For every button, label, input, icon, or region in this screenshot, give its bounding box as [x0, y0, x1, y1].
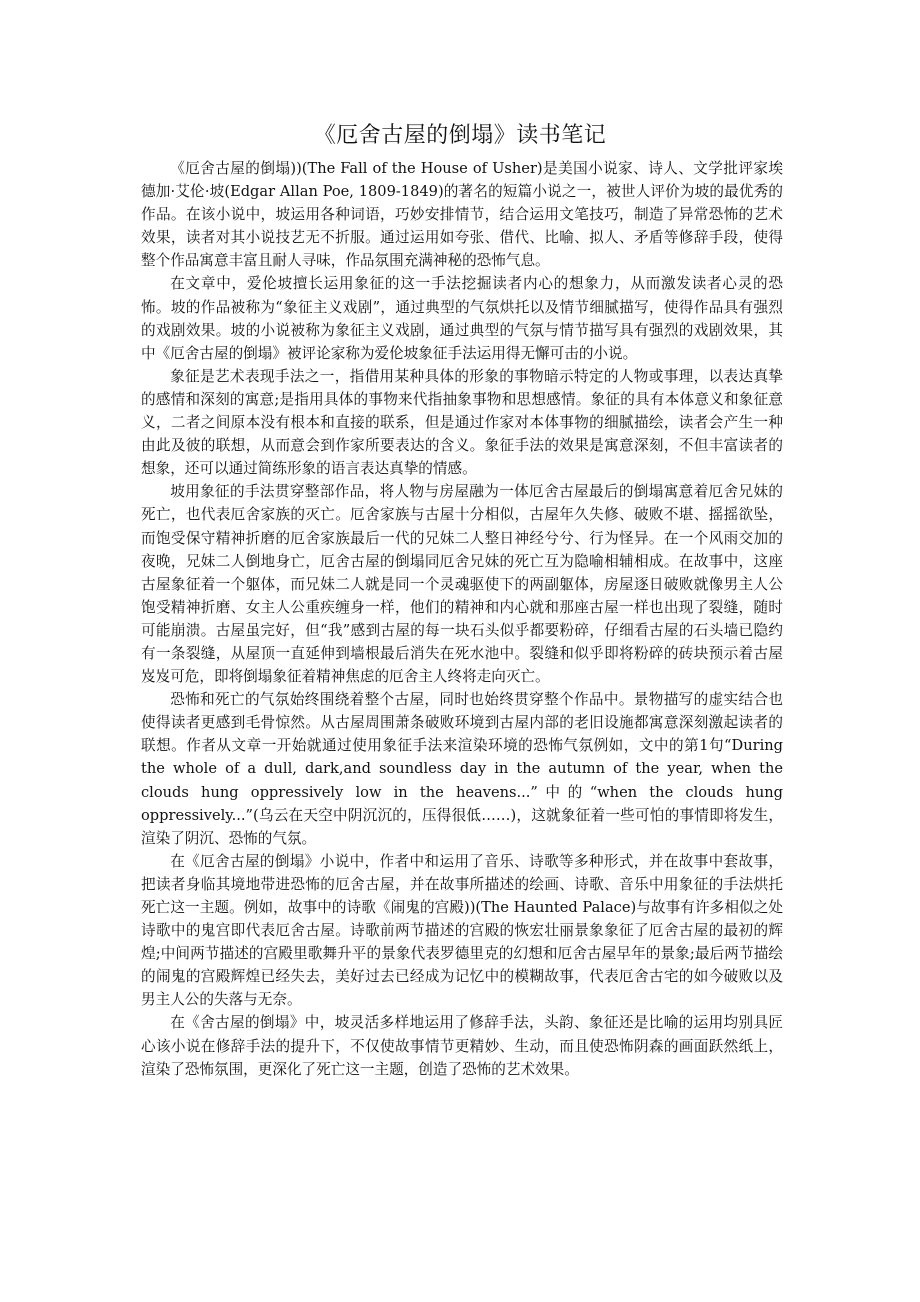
paragraph-haunted-palace: 在《厄舍古屋的倒塌》小说中，作者中和运用了音乐、诗歌等多种形式，并在故事中套故事，把读者身临其境地带进恐怖的厄舍古屋，并在故事所描述的绘画、诗歌、音乐中用象征的手法烘托死亡这一主题。例如，故事中的诗歌《闹鬼的宫殿))(The Haunted Palace)与故事有许多相似之处诗歌中的鬼宫即代表厄舍古屋。诗歌前两节描述的宫殿的恢宏壮丽景象象征了厄舍古屋的最初的辉煌;中间两节描述的宫殿里歌舞升平的景象代表罗德里克的幻想和厄舍古屋早年的景象;最后两节描绘的闹鬼的宫殿辉煌已经失去，美好过去已经成为记忆中的模糊故事，代表厄舍古宅的如今破败以及男主人公的失落与无奈。 — [141, 852, 783, 1009]
paragraph-atmosphere: 恐怖和死亡的气氛始终围绕着整个古屋，同时也始终贯穿整个作品中。景物描写的虚实结合也使得读者更感到毛骨惊然。从古屋周围萧条破败环境到古屋内部的老旧设施都寓意深刻激起读者的联想。作者从文章一开始就通过使用象征手法来渲染环境的恐怖气氛例如，文中的第1句“During the whole of a dull, dark,and soundless day in the autumn of the year, when the clouds hung oppressively low in the heavens...”中的“when the clouds hung oppressively...”(乌云在天空中阴沉沉的，压得很低……)，这就象征着一些可怕的事情即将发生，渲染了阴沉、恐怖的气氛。 — [141, 691, 783, 847]
paragraph-house-and-siblings: 坡用象征的手法贯穿整部作品，将人物与房屋融为一体厄舍古屋最后的倒塌寓意着厄舍兄妹的死亡，也代表厄舍家族的灭亡。厄舍家族与古屋十分相似，古屋年久失修、破败不堪、摇摇欲坠，而饱受保守精神折磨的厄舍家族最后一代的兄妹二人整日神经兮兮、行为怪异。在一个风雨交加的夜晚，兄妹二人倒地身亡，厄舍古屋的倒塌同厄舍兄妹的死亡互为隐喻相辅相成。在故事中，这座古屋象征着一个躯体，而兄妹二人就是同一个灵魂驱使下的两副躯体，房屋逐日破败就像男主人公饱受精神折磨、女主人公重疾缠身一样，他们的精神和内心就和那座古屋一样也出现了裂缝，随时可能崩溃。古屋虽完好，但“我”感到古屋的每一块石头似乎都要粉碎，仔细看古屋的石头墙已隐约有一条裂缝，从屋顶一直延伸到墙根最后消失在死水池中。裂缝和似乎即将粉碎的砖块预示着古屋岌岌可危，即将倒塌象征着精神焦虑的厄舍主人终将走向灭亡。 — [141, 483, 783, 686]
document-body — [141, 157, 783, 1081]
paragraph-symbolism-definition: 象征是艺术表现手法之一，指借用某种具体的形象的事物暗示特定的人物或事理，以表达真挚的感情和深刻的寓意;是指用具体的事物来代指抽象事物和思想感情。象征的具有本体意义和象征意义，二者之间原本没有根本和直接的联系，但是通过作家对本体事物的细腻描绘，读者会产生一种由此及彼的联想，从而意会到作家所要表达的含义。象征手法的效果是寓意深刻，不但丰富读者的想象，还可以通过简练形象的语言表达真挚的情感。 — [141, 367, 783, 478]
paragraph-intro: 《厄舍古屋的倒塌))(The Fall of the House of Usher)是美国小说家、诗人、文学批评家埃德加·艾伦·坡(Edgar Allan Poe, 1809-1849)的著名的短篇小说之一，被世人评价为坡的最优秀的作品。在该小说中，坡运用各种词语，巧妙安排情节，结合运用文笔技巧，制造了异常恐怖的艺术效果，读者对其小说技艺无不折服。通过运用如夸张、借代、比喻、拟人、矛盾等修辞手段，使得整个作品寓意丰富且耐人寻味，作品氛围充满神秘的恐怖气息。 — [141, 160, 783, 270]
paragraph-conclusion: 在《舍古屋的倒塌》中，坡灵活多样地运用了修辞手法，头韵、象征还是比喻的运用均别具匠心该小说在修辞手法的提升下，不仅使故事情节更精妙、生动，而且使恐怖阴森的画面跃然纸上，渲染了恐怖氛围，更深化了死亡这一主题，创造了恐怖的艺术效果。 — [141, 1014, 783, 1078]
paragraph-symbolism-drama: 在文章中，爱伦坡擅长运用象征的这一手法挖掘读者内心的想象力，从而激发读者心灵的恐怖。坡的作品被称为“象征主义戏剧”，通过典型的气氛烘托以及情节细腻描写，使得作品具有强烈的戏剧效果。坡的小说被称为象征主义戏剧，通过典型的气氛与情节描写具有强烈的戏剧效果，其中《厄舍古屋的倒塌》被评论家称为爱伦坡象征手法运用得无懈可击的小说。 — [141, 275, 783, 362]
page-title: 《厄舍古屋的倒塌》读书笔记 — [313, 123, 607, 148]
